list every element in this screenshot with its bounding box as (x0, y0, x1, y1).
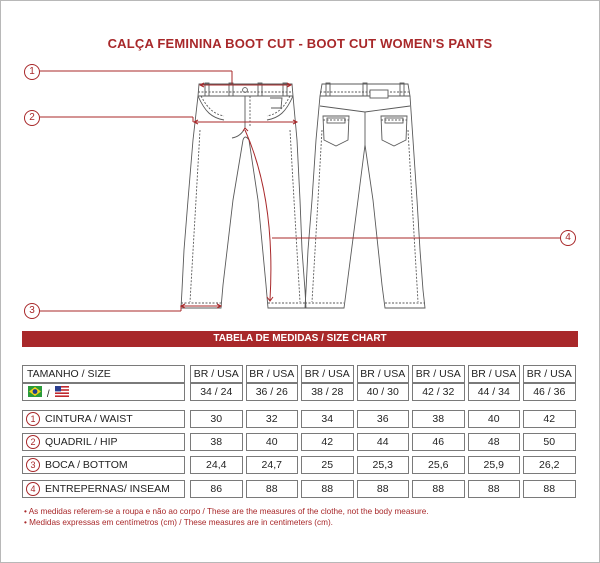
note-text: As medidas referem-se a roupa e não ao corpo / These are the measures of the clothe, not the body measure. (28, 507, 429, 516)
table-cell: 88 (301, 480, 354, 498)
header-br-usa-label: BR / USA (190, 365, 243, 383)
table-cell: 88 (357, 480, 410, 498)
size-label-cell (22, 365, 185, 383)
note-bullet: • (24, 518, 27, 527)
table-cell: 32 (246, 410, 299, 428)
row-label: ENTREPERNAS/ INSEAM (45, 483, 170, 495)
table-cell: 48 (468, 433, 521, 451)
flag-separator: / (46, 389, 50, 400)
row-number-marker: 1 (26, 412, 40, 426)
table-cell: 34 (301, 410, 354, 428)
usa-flag-icon (55, 386, 69, 397)
table-cell: 26,2 (523, 456, 576, 474)
table-cell: 88 (468, 480, 521, 498)
table-cell: 88 (523, 480, 576, 498)
marker-3: 3 (24, 303, 40, 319)
table-row (22, 456, 578, 474)
table-cell: 25,9 (468, 456, 521, 474)
header-br-usa-label: BR / USA (468, 365, 521, 383)
table-row (22, 410, 578, 428)
row-label-cell (22, 433, 185, 451)
flags (28, 386, 69, 399)
note-text: Medidas expressas em centímetros (cm) / These measures are in centimeters (cm). (29, 518, 333, 527)
size-chart-heading: TABELA DE MEDIDAS / SIZE CHART (22, 331, 578, 347)
table-cell: 42 (523, 410, 576, 428)
flags-cell (22, 383, 185, 401)
back-pants-drawing (305, 83, 425, 308)
table-cell: 40 (468, 410, 521, 428)
table-cell: 86 (190, 480, 243, 498)
table-cell: 46 (412, 433, 465, 451)
row-label: CINTURA / WAIST (45, 413, 133, 425)
row-label-cell (22, 410, 185, 428)
table-cell: 38 (190, 433, 243, 451)
header-size-value: 38 / 28 (301, 383, 354, 401)
table-cell: 88 (246, 480, 299, 498)
row-number-marker: 2 (26, 435, 40, 449)
table-cell: 25 (301, 456, 354, 474)
header-size-value: 40 / 30 (357, 383, 410, 401)
row-label: QUADRIL / HIP (45, 436, 118, 448)
table-cell: 42 (301, 433, 354, 451)
page-title: CALÇA FEMININA BOOT CUT - BOOT CUT WOMEN'S PANTS (107, 36, 493, 51)
table-cell: 50 (523, 433, 576, 451)
marker-1: 1 (24, 64, 40, 80)
table-cell: 24,4 (190, 456, 243, 474)
header-size-value: 42 / 32 (412, 383, 465, 401)
table-cell: 38 (412, 410, 465, 428)
table-row (22, 433, 578, 451)
front-pants-drawing (181, 83, 306, 308)
table-cell: 25,6 (412, 456, 465, 474)
table-row (22, 480, 578, 498)
size-header-row (22, 365, 578, 401)
header-br-usa-label: BR / USA (357, 365, 410, 383)
header-size-value: 34 / 24 (190, 383, 243, 401)
row-number-marker: 3 (26, 458, 40, 472)
note-bullet: • (24, 507, 27, 516)
header-br-usa-label: BR / USA (301, 365, 354, 383)
table-cell: 30 (190, 410, 243, 428)
note-1 (24, 507, 429, 516)
header-size-value: 36 / 26 (246, 383, 299, 401)
table-cell: 40 (246, 433, 299, 451)
row-number-marker: 4 (26, 482, 40, 496)
table-cell: 36 (357, 410, 410, 428)
header-size-value: 44 / 34 (468, 383, 521, 401)
header-size-value: 46 / 36 (523, 383, 576, 401)
marker-4: 4 (560, 230, 576, 246)
row-label-cell (22, 456, 185, 474)
table-cell: 44 (357, 433, 410, 451)
table-cell: 88 (412, 480, 465, 498)
marker-2: 2 (24, 110, 40, 126)
brazil-flag-icon (28, 386, 42, 397)
table-cell: 24,7 (246, 456, 299, 474)
header-br-usa-label: BR / USA (523, 365, 576, 383)
row-label-cell (22, 480, 185, 498)
row-label: BOCA / BOTTOM (45, 459, 128, 471)
size-label: TAMANHO / SIZE (27, 368, 111, 380)
note-2 (24, 518, 333, 527)
header-br-usa-label: BR / USA (246, 365, 299, 383)
table-cell: 25,3 (357, 456, 410, 474)
header-br-usa-label: BR / USA (412, 365, 465, 383)
